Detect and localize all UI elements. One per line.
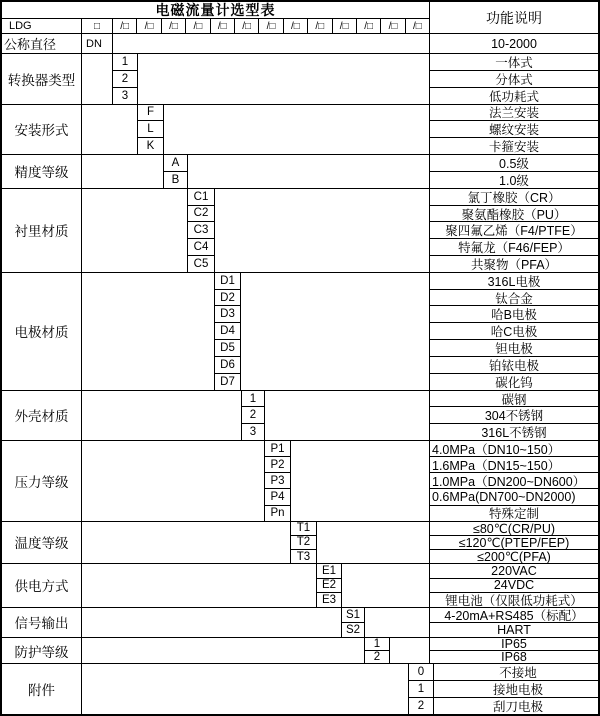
item-desc: 1.0MPa（DN200~DN600） xyxy=(430,473,598,489)
item-desc: 316L电极 xyxy=(430,273,598,290)
dn-row xyxy=(2,34,598,53)
section-label: 温度等级 xyxy=(2,522,82,564)
filler xyxy=(342,564,429,606)
desc-column xyxy=(429,273,598,390)
filler xyxy=(82,391,242,441)
item-desc: 卡箍安装 xyxy=(488,140,539,155)
item-desc: 不接地 xyxy=(434,664,600,681)
filler xyxy=(215,189,429,272)
item-code: S2 xyxy=(345,623,361,636)
item-code: 2 xyxy=(113,71,137,88)
filler xyxy=(113,34,429,53)
item-code: E3 xyxy=(321,593,337,606)
item-desc: 刮刀电极 xyxy=(492,700,543,715)
item-code: L xyxy=(138,121,163,138)
item-code: 2 xyxy=(242,407,264,424)
desc-column xyxy=(429,105,598,155)
filler xyxy=(164,105,429,155)
section-temperature-rating xyxy=(2,521,598,564)
item-code: 3 xyxy=(121,89,129,102)
desc-column xyxy=(429,391,598,441)
section-electrode-material xyxy=(2,272,598,390)
item-desc: ≤200℃(PFA) xyxy=(477,550,551,564)
model-code-slot: /□ xyxy=(357,19,381,33)
model-code-slot: /□ xyxy=(162,19,186,33)
item-code: E1 xyxy=(317,564,341,578)
filler xyxy=(188,155,429,188)
item-code: 2 xyxy=(417,700,425,713)
desc-column xyxy=(429,155,598,188)
model-code-slot: /□ xyxy=(211,19,235,33)
model-code-slot: /□ xyxy=(259,19,283,33)
item-code: P3 xyxy=(265,473,290,489)
item-desc: IP68 xyxy=(501,651,527,664)
item-code: 1 xyxy=(113,54,137,71)
desc-column xyxy=(433,664,600,714)
model-code-slot: /□ xyxy=(381,19,405,33)
desc-column xyxy=(429,638,598,664)
model-code-box: □ xyxy=(82,19,113,33)
filler xyxy=(82,54,113,104)
item-desc: 氯丁橡胶（CR） xyxy=(430,189,598,206)
item-code: K xyxy=(146,140,155,153)
code-column xyxy=(265,441,291,521)
model-code-row xyxy=(2,19,429,33)
item-code: C2 xyxy=(188,206,214,223)
filler xyxy=(82,522,291,564)
section-signal-output xyxy=(2,607,598,637)
item-code: F xyxy=(138,105,163,122)
item-desc: 聚氨酯橡胶（PU） xyxy=(430,206,598,223)
item-desc: 0.5级 xyxy=(430,155,598,172)
code-column xyxy=(317,564,342,606)
item-desc: 分体式 xyxy=(430,71,598,88)
item-desc: 特氟龙（F46/FEP） xyxy=(430,239,598,256)
item-code: 1 xyxy=(409,681,433,698)
filler xyxy=(82,155,164,188)
section-protection-rating xyxy=(2,637,598,664)
desc-column xyxy=(429,522,598,564)
filler xyxy=(82,105,138,155)
code-column xyxy=(365,638,390,664)
item-desc: 24VDC xyxy=(430,579,598,593)
section-label: 精度等级 xyxy=(2,155,82,188)
item-code: P4 xyxy=(265,489,290,505)
section-power-supply xyxy=(2,563,598,606)
section-liner-material xyxy=(2,188,598,272)
item-desc: 聚四氟乙烯（F4/PTFE） xyxy=(430,222,598,239)
filler xyxy=(82,441,265,521)
dn-label: 公称直径 xyxy=(2,34,82,53)
item-desc: 法兰安装 xyxy=(430,105,598,122)
item-code: B xyxy=(171,173,180,186)
code-column xyxy=(188,189,215,272)
section-accuracy xyxy=(2,154,598,188)
filler xyxy=(241,273,429,390)
item-desc: 钽电极 xyxy=(430,340,598,357)
item-desc: 接地电极 xyxy=(434,681,600,698)
model-code-slot: /□ xyxy=(412,20,422,32)
item-code: T2 xyxy=(291,536,316,550)
code-column xyxy=(138,105,164,155)
table-title: 电磁流量计选型表 xyxy=(2,2,429,19)
section-label: 信号输出 xyxy=(2,608,82,637)
filler xyxy=(82,664,409,714)
section-accessories xyxy=(2,663,598,714)
item-desc: 316L不锈钢 xyxy=(481,426,547,441)
item-code: D6 xyxy=(215,357,240,374)
model-code-slot: /□ xyxy=(186,19,210,33)
section-label: 衬里材质 xyxy=(2,189,82,272)
code-column xyxy=(409,664,433,714)
filler xyxy=(291,441,429,521)
dn-code: DN xyxy=(82,34,113,53)
item-code: 3 xyxy=(249,426,257,439)
desc-column xyxy=(429,608,598,637)
section-label: 压力等级 xyxy=(2,441,82,521)
section-label: 安装形式 xyxy=(2,105,82,155)
item-desc: 哈C电极 xyxy=(430,323,598,340)
filler xyxy=(365,608,429,637)
item-code: 1 xyxy=(242,391,264,408)
model-code-slot: /□ xyxy=(113,19,137,33)
section-label: 防护等级 xyxy=(2,638,82,664)
model-prefix: LDG xyxy=(2,19,82,33)
item-code: C5 xyxy=(193,257,209,270)
filler xyxy=(82,608,342,637)
model-code-slot: /□ xyxy=(284,19,308,33)
model-code-slot: /□ xyxy=(333,19,357,33)
item-code: D5 xyxy=(215,340,240,357)
code-column xyxy=(242,391,265,441)
desc-column xyxy=(429,54,598,104)
item-code: 2 xyxy=(373,651,381,664)
filler xyxy=(82,564,317,606)
filler xyxy=(82,638,365,664)
model-code-slot: /□ xyxy=(137,19,161,33)
code-column xyxy=(215,273,241,390)
item-desc: HART xyxy=(497,622,531,637)
header-left xyxy=(2,2,429,33)
item-desc: 1.0级 xyxy=(499,173,529,188)
desc-column xyxy=(429,441,598,521)
item-desc: IP65 xyxy=(430,638,598,651)
section-label: 外壳材质 xyxy=(2,391,82,441)
item-desc: 哈B电极 xyxy=(430,306,598,323)
filler xyxy=(390,638,429,664)
item-code: P1 xyxy=(265,441,290,457)
item-code: 0 xyxy=(409,664,433,681)
function-column-header: 功能说明 xyxy=(429,2,598,33)
model-code-slot: /□ xyxy=(308,19,332,33)
item-desc: 0.6MPa(DN700~DN2000) xyxy=(430,489,598,505)
item-code: D4 xyxy=(215,323,240,340)
section-housing-material xyxy=(2,390,598,441)
item-desc: 锂电池（仅限低功耗式） xyxy=(445,593,583,607)
item-code: E2 xyxy=(317,579,341,593)
item-desc: 4-20mA+RS485（标配） xyxy=(430,608,598,623)
filler xyxy=(265,391,429,441)
item-code: C4 xyxy=(188,239,214,256)
item-desc: 4.0MPa（DN10~150） xyxy=(430,441,598,457)
section-label: 附件 xyxy=(2,664,82,714)
filler xyxy=(317,522,429,564)
code-column xyxy=(113,54,138,104)
item-desc: 铂铱电极 xyxy=(430,357,598,374)
item-code: D2 xyxy=(215,290,240,307)
section-label: 供电方式 xyxy=(2,564,82,606)
dn-desc: 10-2000 xyxy=(429,34,598,53)
item-desc: 钛合金 xyxy=(430,290,598,307)
section-pressure-rating xyxy=(2,440,598,521)
item-desc: 特殊定制 xyxy=(488,507,539,521)
code-column xyxy=(164,155,188,188)
item-code: C3 xyxy=(188,222,214,239)
item-desc: 一体式 xyxy=(430,54,598,71)
item-desc: 1.6MPa（DN15~150） xyxy=(430,457,598,473)
item-code: T3 xyxy=(296,550,311,563)
code-column xyxy=(291,522,317,564)
item-desc: 220VAC xyxy=(430,564,598,578)
item-code: A xyxy=(164,155,187,172)
item-code: C1 xyxy=(188,189,214,206)
filler xyxy=(138,54,429,104)
desc-column xyxy=(429,564,598,606)
item-code: S1 xyxy=(342,608,364,623)
item-code: P2 xyxy=(265,457,290,473)
item-code: T1 xyxy=(291,522,316,536)
section-installation xyxy=(2,104,598,155)
filler xyxy=(82,189,188,272)
item-desc: 304不锈钢 xyxy=(430,407,598,424)
item-desc: 碳化钨 xyxy=(495,375,533,390)
filler xyxy=(82,273,215,390)
item-desc: 碳钢 xyxy=(430,391,598,408)
item-desc: 螺纹安装 xyxy=(430,121,598,138)
item-code: D1 xyxy=(215,273,240,290)
item-desc: ≤120℃(PTEP/FEP) xyxy=(430,536,598,550)
item-code: D3 xyxy=(215,306,240,323)
model-code-slot: /□ xyxy=(235,19,259,33)
code-column xyxy=(342,608,365,637)
item-desc: ≤80℃(CR/PU) xyxy=(430,522,598,536)
desc-column xyxy=(429,189,598,272)
item-code: 1 xyxy=(365,638,389,651)
section-label: 电极材质 xyxy=(2,273,82,390)
table-header xyxy=(2,2,598,34)
section-converter-type xyxy=(2,53,598,104)
item-desc: 低功耗式 xyxy=(488,89,539,104)
item-desc: 共聚物（PFA） xyxy=(470,257,558,272)
item-code: Pn xyxy=(270,507,285,520)
item-code: D7 xyxy=(220,375,235,388)
section-label: 转换器类型 xyxy=(2,54,82,104)
